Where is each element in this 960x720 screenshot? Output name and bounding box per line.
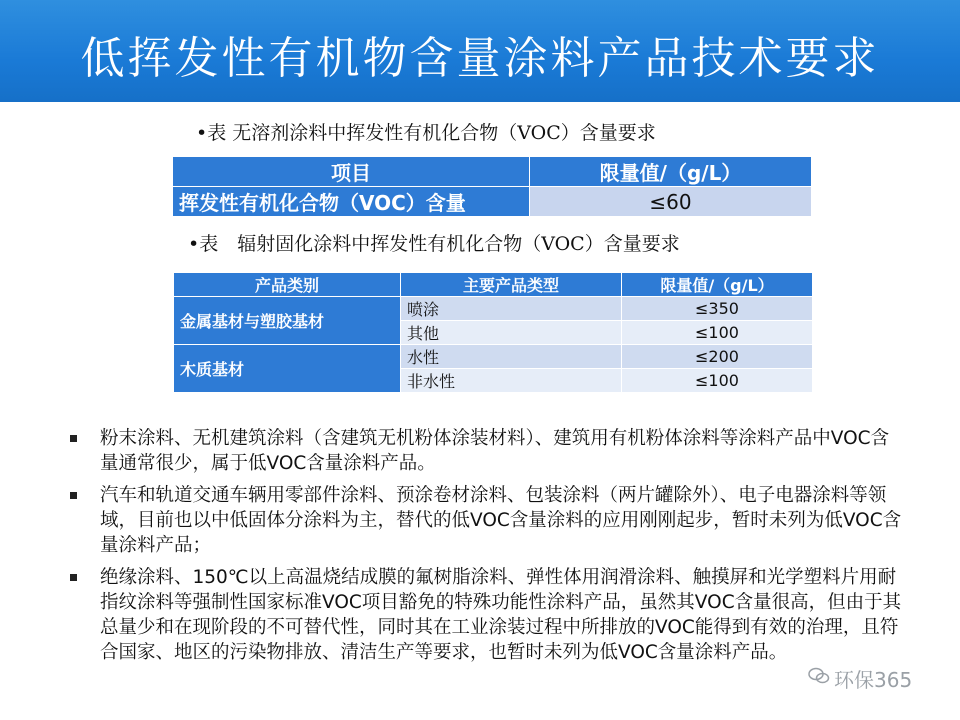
type-cell: 喷涂: [401, 297, 622, 321]
value-cell: ≤350: [622, 297, 813, 321]
square-bullet-icon: [70, 492, 77, 499]
category-cell: 木质基材: [174, 345, 401, 393]
list-item: [64, 483, 904, 558]
table1-caption: •表 无溶剂涂料中挥发性有机化合物（VOC）含量要求: [196, 122, 656, 144]
bullet-text: 粉末涂料、无机建筑涂料（含建筑无机粉体涂装材料）、建筑用有机粉体涂料等涂料产品中VOC含量通常很少，属于低VOC含量涂料产品。: [100, 428, 890, 474]
solvent-free-voc-table: [172, 156, 812, 217]
table-header-cell: 限量值/（g/L）: [530, 157, 812, 187]
value-cell: ≤200: [622, 345, 813, 369]
list-item: [64, 565, 904, 665]
radiation-curing-voc-table: [173, 272, 813, 393]
category-cell: 金属基材与塑胶基材: [174, 297, 401, 345]
type-cell: 水性: [401, 345, 622, 369]
table-row: [173, 187, 812, 217]
type-cell: 非水性: [401, 369, 622, 393]
table-header-cell: 主要产品类型: [401, 273, 622, 297]
bullet-text: 汽车和轨道交通车辆用零部件涂料、预涂卷材涂料、包装涂料（两片罐除外）、电子电器涂料等领域，目前也以中低固体分涂料为主，替代的低VOC含量涂料的应用刚刚起步，暂时未列为低VOC含量涂料产品；: [100, 485, 902, 556]
row-label: 挥发性有机化合物（VOC）含量: [173, 187, 530, 217]
value-cell: ≤100: [622, 369, 813, 393]
table-header-row: [173, 157, 812, 187]
table-row: [174, 345, 813, 369]
value-cell: ≤100: [622, 321, 813, 345]
table-header-row: [174, 273, 813, 297]
table-header-cell: 产品类别: [174, 273, 401, 297]
list-item: [64, 426, 904, 476]
type-cell: 其他: [401, 321, 622, 345]
watermark-text: 环保365: [834, 668, 913, 692]
square-bullet-icon: [70, 574, 77, 581]
bullet-list: [64, 426, 904, 672]
table-header-cell: 项目: [173, 157, 530, 187]
bullet-text: 绝缘涂料、150℃以上高温烧结成膜的氟树脂涂料、弹性体用润滑涂料、触摸屏和光学塑料片用耐指纹涂料等强制性国家标准VOC项目豁免的特殊功能性涂料产品，虽然其VOC含量很高，但由于其总量少和在现阶段的不可替代性，同时其在工业涂装过程中所排放的VOC能得到有效的治理，且符合国家、地区的污染物排放、清洁生产等要求，也暂时未列为低VOC含量涂料产品。: [100, 567, 902, 663]
square-bullet-icon: [70, 435, 77, 442]
wechat-icon: [808, 667, 830, 690]
table-header-cell: 限量值/（g/L）: [622, 273, 813, 297]
slide-title: 低挥发性有机物含量涂料产品技术要求: [80, 33, 880, 84]
title-bar: [0, 0, 960, 102]
table2-caption: •表 辐射固化涂料中挥发性有机化合物（VOC）含量要求: [188, 233, 680, 255]
row-value: ≤60: [530, 187, 812, 217]
watermark: [808, 664, 912, 693]
table-row: [174, 297, 813, 321]
